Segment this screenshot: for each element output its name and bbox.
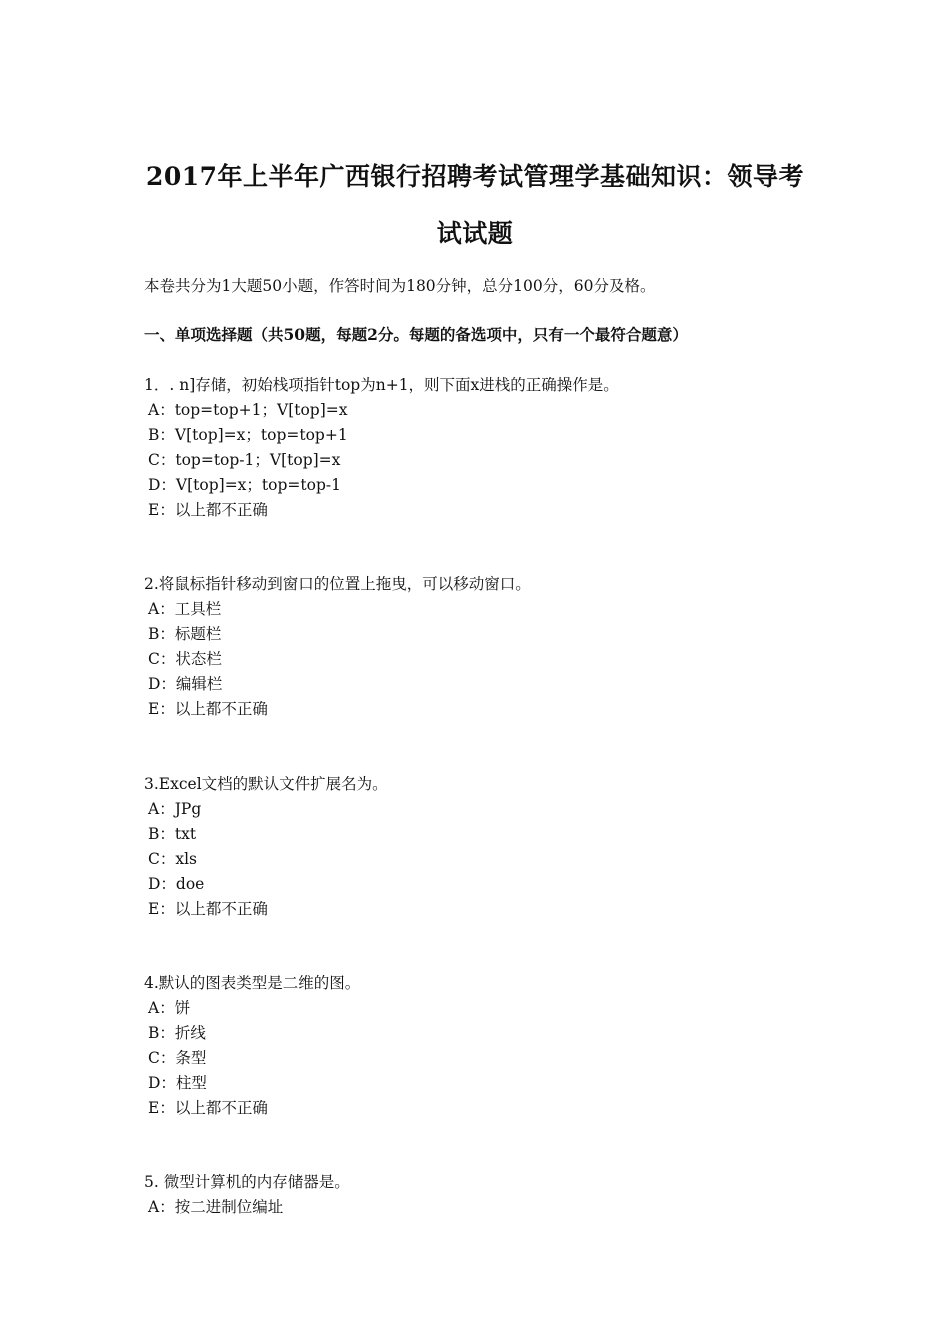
- question-stem: 5. 微型计算机的内存储器是。: [144, 1173, 350, 1191]
- title-line-2: 试试题: [436, 219, 514, 248]
- option-a: A：工具栏: [148, 600, 222, 618]
- title-line-1: 2017年上半年广西银行招聘考试管理学基础知识：领导考: [145, 162, 805, 191]
- question-stem: 2.将鼠标指针移动到窗口的位置上拖曳，可以移动窗口。: [144, 575, 531, 593]
- option-b: B：V[top]=x；top=top+1: [148, 426, 348, 444]
- option-c: C：状态栏: [148, 650, 222, 668]
- option-e: E：以上都不正确: [148, 900, 268, 918]
- question-stem: 1．. n]存储，初始栈项指针top为n+1，则下面x进栈的正确操作是。: [144, 376, 619, 394]
- option-b: B：折线: [148, 1024, 206, 1042]
- option-d: D：V[top]=x；top=top-1: [148, 476, 341, 494]
- option-c: C：top=top-1；V[top]=x: [148, 451, 341, 469]
- option-d: D：柱型: [148, 1074, 207, 1092]
- question-3: [144, 772, 844, 922]
- exam-intro: 本卷共分为1大题50小题，作答时间为180分钟，总分100分，60分及格。: [144, 277, 656, 295]
- option-e: E：以上都不正确: [148, 1099, 268, 1117]
- option-d: D：编辑栏: [148, 675, 223, 693]
- option-c: C：xls: [148, 850, 198, 868]
- option-e: E：以上都不正确: [148, 700, 268, 718]
- option-a: A：按二进制位编址: [148, 1198, 284, 1216]
- option-a: A：JPg: [148, 800, 202, 818]
- option-a: A：饼: [148, 999, 191, 1017]
- option-e: E：以上都不正确: [148, 501, 268, 519]
- option-c: C：条型: [148, 1049, 207, 1067]
- question-5: [144, 1170, 844, 1220]
- option-b: B：txt: [148, 825, 197, 843]
- option-d: D：doe: [148, 875, 205, 893]
- question-2: [144, 572, 844, 722]
- document-title: [120, 148, 830, 262]
- question-4: [144, 971, 844, 1121]
- question-stem: 3.Excel文档的默认文件扩展名为。: [144, 775, 388, 793]
- option-a: A：top=top+1；V[top]=x: [148, 401, 348, 419]
- question-stem: 4.默认的图表类型是二维的图。: [144, 974, 361, 992]
- section-heading: 一、单项选择题（共50题，每题2分。每题的备选项中，只有一个最符合题意）: [144, 325, 688, 344]
- option-b: B：标题栏: [148, 625, 222, 643]
- question-1: [144, 373, 844, 523]
